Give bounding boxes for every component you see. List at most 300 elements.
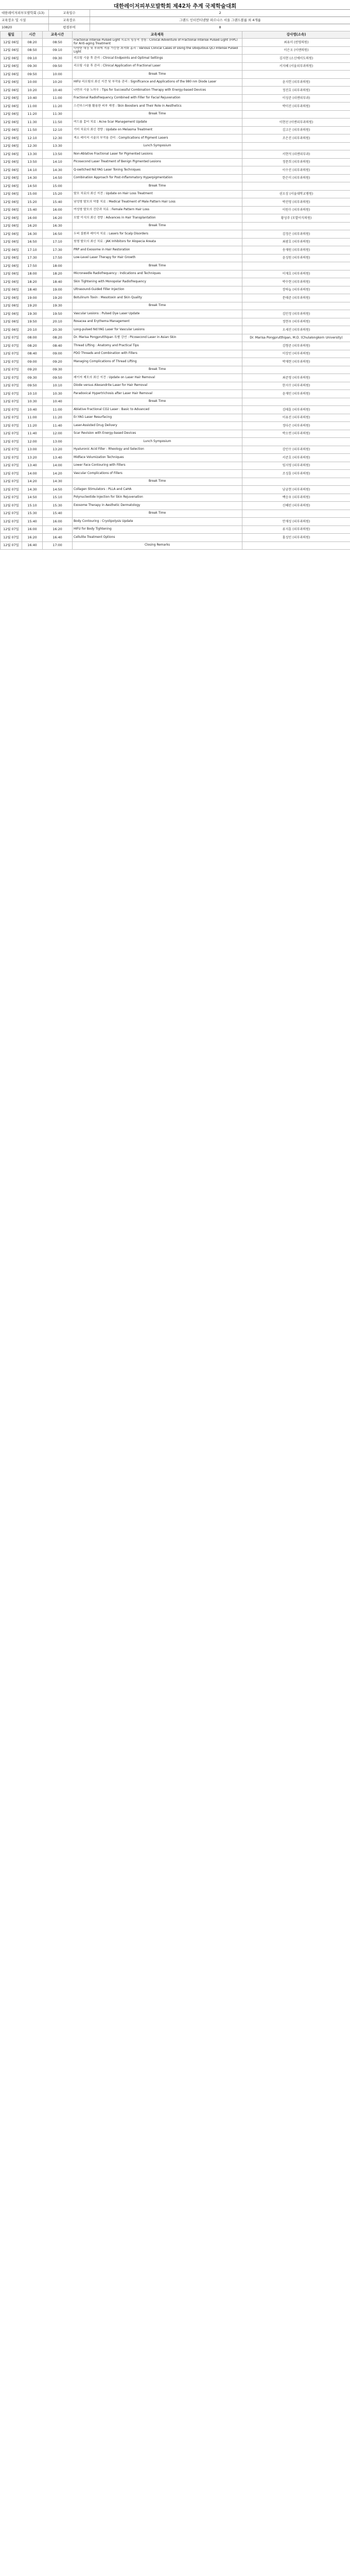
start-time-cell: 14:50: [22, 494, 43, 502]
date-cell: 12월 07일: [1, 350, 22, 358]
date-cell: 12월 06일: [1, 326, 22, 334]
speaker-cell: [242, 71, 350, 79]
start-time-cell: 11:00: [22, 414, 43, 422]
start-time-cell: 08:40: [22, 350, 43, 358]
speaker-cell: 최광호 (피부과의원): [242, 238, 350, 246]
start-time-cell: 14:30: [22, 486, 43, 494]
session-title-cell: Lunch Symposium: [73, 438, 242, 446]
end-time-cell: 14:50: [43, 486, 73, 494]
table-row: [1, 238, 350, 246]
session-title-cell: Rosacea and Erythema Management: [73, 318, 242, 326]
session-title-cell: HIFU 리프팅의 최신 지견 및 부작용 관리 : Significance and Applications of the 980 nm Diode Laser: [73, 78, 242, 87]
end-time-cell: 15:20: [43, 190, 73, 198]
header-field: 평점부여: [49, 24, 90, 31]
speaker-cell: 윤재민 (피부과의원): [242, 390, 350, 398]
speaker-cell: 홍성민 (피부과의원): [242, 534, 350, 542]
speaker-cell: [242, 262, 350, 270]
speaker-cell: 박미진 (피부과의원): [242, 103, 350, 111]
table-row: [1, 398, 350, 406]
table-row: [1, 366, 350, 374]
end-time-cell: 14:30: [43, 166, 73, 175]
header-label: 10820: [0, 24, 49, 31]
session-title-cell: Ablative Fractional CO2 Laser : Basic to Advanced: [73, 406, 242, 414]
speaker-cell: 이원수 (피부과의원): [242, 206, 350, 214]
session-title-cell: 색소 레이저 시술의 부작용 관리 : Complications of Pigment Lasers: [73, 134, 242, 143]
date-cell: 12월 07일: [1, 390, 22, 398]
table-row: [1, 358, 350, 366]
session-title-cell: Fractional Intense Pulsed Light 치료의 임상적 경험 : Clinical Adventure of Fractional Intense Pulsed Light (FIPL) for Anti-aging Treatment: [73, 39, 242, 47]
table-row: [1, 62, 350, 71]
date-cell: 12월 06일: [1, 62, 22, 71]
end-time-cell: 13:20: [43, 446, 73, 454]
start-time-cell: 16:20: [22, 222, 43, 230]
start-time-cell: 09:10: [22, 55, 43, 63]
table-row: [1, 286, 350, 294]
session-title-cell: Managing Complications of Thread Lifting: [73, 358, 242, 366]
start-time-cell: 15:20: [22, 198, 43, 207]
table-row: [1, 406, 350, 414]
session-title-cell: Er:YAG Laser Resurfacing: [73, 414, 242, 422]
table-row: [1, 150, 350, 159]
date-cell: 12월 07일: [1, 334, 22, 342]
session-title-cell: Break Time: [73, 510, 242, 518]
table-row: [1, 478, 350, 486]
end-time-cell: 15:10: [43, 494, 73, 502]
table-row: [1, 294, 350, 302]
session-title-cell: Midface Volumization Techniques: [73, 454, 242, 462]
session-title-cell: HIFU for Body Tightening: [73, 526, 242, 534]
session-title-cell: Break Time: [73, 71, 242, 79]
session-title-cell: Collagen Stimulators : PLLA and CaHA: [73, 486, 242, 494]
session-title-cell: Botulinum Toxin : Mesotoxin and Skin Quality: [73, 294, 242, 302]
table-row: [1, 430, 350, 438]
date-cell: 12월 06일: [1, 94, 22, 103]
table-row: [1, 134, 350, 143]
date-cell: 12월 06일: [1, 214, 22, 223]
table-row: [1, 541, 350, 550]
start-time-cell: 11:00: [22, 103, 43, 111]
session-title-cell: 다양한 대상 및 부위에 적용 가능한 최적화 홈리 : Various Clinical Cases of Using the Ubiquitous QCI Intense Pulsed Light: [73, 46, 242, 55]
start-time-cell: 08:00: [22, 334, 43, 342]
start-time-cell: 18:40: [22, 286, 43, 294]
session-title-cell: Combination Approach for Post-Inflammatory Hyperpigmentation: [73, 174, 242, 182]
table-row: [1, 39, 350, 47]
speaker-cell: [242, 398, 350, 406]
table-row: [1, 262, 350, 270]
start-time-cell: 10:40: [22, 94, 43, 103]
start-time-cell: 16:40: [22, 541, 43, 550]
date-cell: 12월 07일: [1, 414, 22, 422]
start-time-cell: 09:30: [22, 62, 43, 71]
date-cell: 12월 06일: [1, 238, 22, 246]
speaker-cell: 윤지헌 (피부과의원): [242, 78, 350, 87]
session-title-cell: 여성형 탈모의 진단과 치료 : Female Pattern Hair Loss: [73, 206, 242, 214]
session-title-cell: Long-pulsed Nd:YAG Laser for Vascular Lesions: [73, 326, 242, 334]
start-time-cell: 14:10: [22, 166, 43, 175]
end-time-cell: 10:00: [43, 71, 73, 79]
start-time-cell: 20:10: [22, 326, 43, 334]
start-time-cell: 16:30: [22, 230, 43, 239]
session-title-cell: 기미 치료의 최신 경향 : Update on Melasma Treatment: [73, 126, 242, 134]
table-header-row: [1, 31, 350, 39]
end-time-cell: 09:50: [43, 62, 73, 71]
date-cell: 12월 06일: [1, 254, 22, 262]
date-cell: 12월 07일: [1, 438, 22, 446]
start-time-cell: 13:00: [22, 446, 43, 454]
table-row: [1, 342, 350, 350]
date-cell: 12월 06일: [1, 278, 22, 286]
end-time-cell: 08:40: [43, 342, 73, 350]
session-title-cell: Polynucleotide Injection for Skin Rejuvenation: [73, 494, 242, 502]
session-title-cell: Body Contouring : Cryolipolysis Update: [73, 518, 242, 526]
end-time-cell: 14:10: [43, 158, 73, 166]
session-title-cell: 두피 질환과 레이저 치료 : Lasers for Scalp Disorders: [73, 230, 242, 239]
end-time-cell: 20:30: [43, 326, 73, 334]
start-time-cell: 08:50: [22, 46, 43, 55]
start-time-cell: 15:10: [22, 502, 43, 510]
speaker-cell: 류지훈 (피부과의원): [242, 526, 350, 534]
date-cell: 12월 07일: [1, 518, 22, 526]
end-time-cell: 11:50: [43, 118, 73, 127]
start-time-cell: 09:30: [22, 374, 43, 382]
speaker-cell: 김정은 (피부과의원): [242, 230, 350, 239]
header-row-1: [0, 9, 350, 16]
date-cell: 12월 07일: [1, 534, 22, 542]
header-value: 그랜드 인터컨티넨탈 파르나스 서울 그랜드볼룸 외 4개룸: [179, 18, 261, 22]
start-time-cell: 11:30: [22, 118, 43, 127]
speaker-cell: 박진영 (피부과의원): [242, 198, 350, 207]
speaker-cell: 김지현 (소신에이도의원): [242, 55, 350, 63]
start-time-cell: 13:50: [22, 158, 43, 166]
start-time-cell: 16:50: [22, 238, 43, 246]
speaker-cell: 김고은 (피부과의원): [242, 126, 350, 134]
session-title-cell: Vascular Complications of Fillers: [73, 470, 242, 478]
session-title-cell: Picosecond Laser Treatment of Benign Pigmented Lesions: [73, 158, 242, 166]
session-title-cell: Low-Level Laser Therapy for Hair Growth: [73, 254, 242, 262]
speaker-cell: 한은미 (피부과의원): [242, 174, 350, 182]
start-time-cell: 15:00: [22, 190, 43, 198]
session-title-cell: Break Time: [73, 110, 242, 118]
speaker-cell: 이현선 (이앤피부과의원): [242, 118, 350, 127]
start-time-cell: 16:00: [22, 214, 43, 223]
date-cell: 12월 06일: [1, 246, 22, 255]
date-cell: 12월 06일: [1, 286, 22, 294]
end-time-cell: 10:40: [43, 87, 73, 95]
session-title-cell: Paradoxical Hypertrichosis after Laser Hair Removal: [73, 390, 242, 398]
end-time-cell: 17:50: [43, 254, 73, 262]
date-cell: 12월 06일: [1, 39, 22, 47]
table-row: [1, 55, 350, 63]
date-cell: 12월 06일: [1, 55, 22, 63]
header-row-3: [0, 24, 350, 31]
speaker-cell: 이유진 (피부과의원): [242, 414, 350, 422]
column-header-date: 월일: [1, 31, 22, 39]
table-row: [1, 94, 350, 103]
table-row: [1, 326, 350, 334]
start-time-cell: 14:20: [22, 478, 43, 486]
speaker-cell: 남궁현 (피부과의원): [242, 486, 350, 494]
start-time-cell: 11:20: [22, 422, 43, 430]
session-title-cell: 스킨부스터를 활용한 피부 재생 : Skin Boosters and Their Role in Aesthetics: [73, 103, 242, 111]
end-time-cell: 11:20: [43, 414, 73, 422]
column-header-time: 시간: [22, 31, 43, 39]
schedule-page: [0, 0, 350, 550]
date-cell: 12월 06일: [1, 182, 22, 191]
end-time-cell: 16:20: [43, 526, 73, 534]
table-row: [1, 46, 350, 55]
table-row: [1, 462, 350, 470]
session-title-cell: 리프팅 시술 후 관리 : Clinical Application of Fractional Laser: [73, 62, 242, 71]
speaker-cell: 이은오 (이앤의원): [242, 46, 350, 55]
end-time-cell: 11:00: [43, 406, 73, 414]
session-title-cell: PDO Threads and Combination with Fillers: [73, 350, 242, 358]
speaker-cell: 권오상 (서울대학교병원): [242, 190, 350, 198]
speaker-cell: 김태훈 (피부과의원): [242, 406, 350, 414]
date-cell: 12월 06일: [1, 110, 22, 118]
speaker-cell: 정문희 (피부과의원): [242, 158, 350, 166]
start-time-cell: 18:00: [22, 270, 43, 278]
end-time-cell: 13:40: [43, 454, 73, 462]
date-cell: 12월 06일: [1, 126, 22, 134]
table-row: [1, 198, 350, 207]
speaker-cell: 신혜린 (피부과의원): [242, 502, 350, 510]
date-cell: 12월 06일: [1, 78, 22, 87]
table-row: [1, 486, 350, 494]
table-row: [1, 174, 350, 182]
session-title-cell: 레이저 제모의 최신 지견 : Update on Laser Hair Removal: [73, 374, 242, 382]
start-time-cell: 11:50: [22, 126, 43, 134]
start-time-cell: 11:40: [22, 430, 43, 438]
start-time-cell: 13:30: [22, 150, 43, 159]
start-time-cell: 08:20: [22, 342, 43, 350]
end-time-cell: 19:30: [43, 302, 73, 310]
date-cell: 12월 07일: [1, 430, 22, 438]
table-row: [1, 206, 350, 214]
header-label: 대한레이저피부모발학회 (13): [0, 10, 49, 16]
page-title: 대한레이저피부모발학회 제42차 추계 국제학술대회: [113, 3, 237, 9]
table-row: [1, 87, 350, 95]
speaker-cell: [242, 222, 350, 230]
date-cell: 12월 06일: [1, 71, 22, 79]
date-cell: 12월 06일: [1, 230, 22, 239]
speaker-cell: Dr. Marisa Pongprutthipan, M.D. (Chulalongkorn University): [242, 334, 350, 342]
speaker-cell: 윤성원 (피부과의원): [242, 254, 350, 262]
start-time-cell: 19:20: [22, 302, 43, 310]
end-time-cell: 09:20: [43, 358, 73, 366]
speaker-cell: 이성준 (리앤피부과): [242, 94, 350, 103]
end-time-cell: 14:00: [43, 462, 73, 470]
start-time-cell: 13:20: [22, 454, 43, 462]
date-cell: 12월 07일: [1, 406, 22, 414]
column-header-title: 교육제목: [73, 31, 242, 39]
session-title-cell: Break Time: [73, 262, 242, 270]
end-time-cell: 15:40: [43, 510, 73, 518]
end-time-cell: 16:50: [43, 230, 73, 239]
end-time-cell: 09:50: [43, 374, 73, 382]
date-cell: 12월 07일: [1, 382, 22, 390]
end-time-cell: 11:20: [43, 103, 73, 111]
start-time-cell: 10:30: [22, 398, 43, 406]
date-cell: 12월 06일: [1, 318, 22, 326]
end-time-cell: 13:30: [43, 142, 73, 150]
table-row: [1, 222, 350, 230]
speaker-cell: [242, 182, 350, 191]
end-time-cell: 19:20: [43, 294, 73, 302]
start-time-cell: 15:30: [22, 510, 43, 518]
end-time-cell: 19:00: [43, 286, 73, 294]
speaker-cell: 황성주 (모발이식의원): [242, 214, 350, 223]
start-time-cell: 18:20: [22, 278, 43, 286]
start-time-cell: 13:40: [22, 462, 43, 470]
speaker-cell: 조성훈 (피부과의원): [242, 470, 350, 478]
header-field: 교육장소: [49, 17, 90, 24]
speaker-cell: 서지혜 (서울피부과의원): [242, 62, 350, 71]
table-row: [1, 518, 350, 526]
start-time-cell: 12:30: [22, 142, 43, 150]
header-value: 8: [219, 25, 221, 29]
header-label: 교육장소 및 시설: [0, 17, 49, 24]
end-time-cell: 13:00: [43, 438, 73, 446]
date-cell: 12월 06일: [1, 134, 22, 143]
speaker-cell: 서현석 (리앤피부과): [242, 150, 350, 159]
session-title-cell: Thread Lifting : Anatomy and Practical Tips: [73, 342, 242, 350]
end-time-cell: 16:40: [43, 534, 73, 542]
table-row: [1, 246, 350, 255]
table-row: [1, 334, 350, 342]
speaker-cell: 정현우 (피부과의원): [242, 318, 350, 326]
end-time-cell: 20:10: [43, 318, 73, 326]
end-time-cell: 16:20: [43, 214, 73, 223]
speaker-cell: 임지영 (피부과의원): [242, 462, 350, 470]
end-time-cell: 14:50: [43, 174, 73, 182]
speaker-cell: [242, 510, 350, 518]
start-time-cell: 19:50: [22, 318, 43, 326]
start-time-cell: 09:00: [22, 358, 43, 366]
speaker-cell: 조은진 (피부과의원): [242, 134, 350, 143]
end-time-cell: 11:30: [43, 110, 73, 118]
table-row: [1, 158, 350, 166]
start-time-cell: 17:50: [22, 262, 43, 270]
start-time-cell: 10:20: [22, 87, 43, 95]
date-cell: 12월 06일: [1, 222, 22, 230]
table-row: [1, 534, 350, 542]
session-title-cell: 여드름 흉터 치료 : Acne Scar Management Update: [73, 118, 242, 127]
session-title-cell: Laser-Assisted Drug Delivery: [73, 422, 242, 430]
session-title-cell: Break Time: [73, 478, 242, 486]
start-time-cell: 11:20: [22, 110, 43, 118]
table-row: [1, 494, 350, 502]
session-title-cell: 모발 이식의 최신 경향 : Advances in Hair Transplantation: [73, 214, 242, 223]
speaker-cell: 박재현 (피부과의원): [242, 358, 350, 366]
session-title-cell: Q-switched Nd:YAG Laser Toning Techniques: [73, 166, 242, 175]
speaker-cell: 한지수 (피부과의원): [242, 382, 350, 390]
speaker-cell: 서준호 (피부과의원): [242, 454, 350, 462]
table-row: [1, 382, 350, 390]
end-time-cell: 13:50: [43, 150, 73, 159]
end-time-cell: 17:10: [43, 238, 73, 246]
speaker-cell: 장하늘 (피부과의원): [242, 286, 350, 294]
start-time-cell: 10:40: [22, 406, 43, 414]
session-title-cell: Break Time: [73, 182, 242, 191]
end-time-cell: 18:00: [43, 262, 73, 270]
end-time-cell: 12:00: [43, 430, 73, 438]
date-cell: 12월 07일: [1, 478, 22, 486]
session-title-cell: Scar Revision with Energy-based Devices: [73, 430, 242, 438]
end-time-cell: 09:00: [43, 350, 73, 358]
end-time-cell: 12:30: [43, 134, 73, 143]
end-time-cell: 10:10: [43, 382, 73, 390]
start-time-cell: 17:30: [22, 254, 43, 262]
session-title-cell: Skin Tightening with Monopolar Radiofrequency: [73, 278, 242, 286]
end-time-cell: 14:30: [43, 478, 73, 486]
date-cell: 12월 07일: [1, 446, 22, 454]
session-title-cell: PRP and Exosome in Hair Restoration: [73, 246, 242, 255]
date-cell: 12월 06일: [1, 198, 22, 207]
table-row: [1, 446, 350, 454]
date-cell: 12월 07일: [1, 398, 22, 406]
date-cell: 12월 06일: [1, 150, 22, 159]
session-title-cell: 리프팅 시술 후 관리 : Clinical Endpoints and Optimal Settings: [73, 55, 242, 63]
table-row: [1, 470, 350, 478]
table-row: [1, 78, 350, 87]
end-time-cell: 10:20: [43, 78, 73, 87]
start-time-cell: 12:00: [22, 438, 43, 446]
end-time-cell: 10:30: [43, 390, 73, 398]
date-cell: 12월 07일: [1, 494, 22, 502]
speaker-cell: 백승우 (피부과의원): [242, 494, 350, 502]
end-time-cell: 17:00: [43, 541, 73, 550]
end-time-cell: 08:20: [43, 334, 73, 342]
table-row: [1, 71, 350, 79]
speaker-cell: 박수현 (피부과의원): [242, 278, 350, 286]
start-time-cell: 14:00: [22, 470, 43, 478]
end-time-cell: 15:00: [43, 182, 73, 191]
date-cell: 12월 07일: [1, 358, 22, 366]
end-time-cell: 09:30: [43, 366, 73, 374]
end-time-cell: 19:50: [43, 310, 73, 318]
end-time-cell: 15:40: [43, 198, 73, 207]
speaker-cell: 김민정 (피부과의원): [242, 310, 350, 318]
table-row: [1, 118, 350, 127]
date-cell: 12월 06일: [1, 262, 22, 270]
table-row: [1, 126, 350, 134]
end-time-cell: 17:30: [43, 246, 73, 255]
start-time-cell: 19:30: [22, 310, 43, 318]
date-cell: 12월 07일: [1, 342, 22, 350]
session-title-cell: Dr. Marisa Pongprutthipan 특별 강연 : Picosecond Laser in Asian Skin: [73, 334, 242, 342]
date-cell: 12월 06일: [1, 166, 22, 175]
header-field: 교육일수: [49, 10, 90, 16]
date-cell: 12월 07일: [1, 454, 22, 462]
end-time-cell: 18:20: [43, 270, 73, 278]
start-time-cell: 10:00: [22, 78, 43, 87]
session-title-cell: Non-Ablative Fractional Laser for Pigmented Lesions: [73, 150, 242, 159]
header-row-2: [0, 16, 350, 24]
session-title-cell: Closing Remarks: [73, 541, 242, 550]
speaker-cell: [242, 142, 350, 150]
session-title-cell: Microneedle Radiofrequency : Indications and Techniques: [73, 270, 242, 278]
session-title-cell: Hyaluronic Acid Filler : Rheology and Selection: [73, 446, 242, 454]
table-row: [1, 214, 350, 223]
start-time-cell: 14:50: [22, 182, 43, 191]
date-cell: 12월 07일: [1, 462, 22, 470]
speaker-cell: [242, 110, 350, 118]
end-time-cell: 11:00: [43, 94, 73, 103]
end-time-cell: 08:50: [43, 39, 73, 47]
date-cell: 12월 07일: [1, 422, 22, 430]
date-cell: 12월 07일: [1, 502, 22, 510]
start-time-cell: 17:10: [22, 246, 43, 255]
